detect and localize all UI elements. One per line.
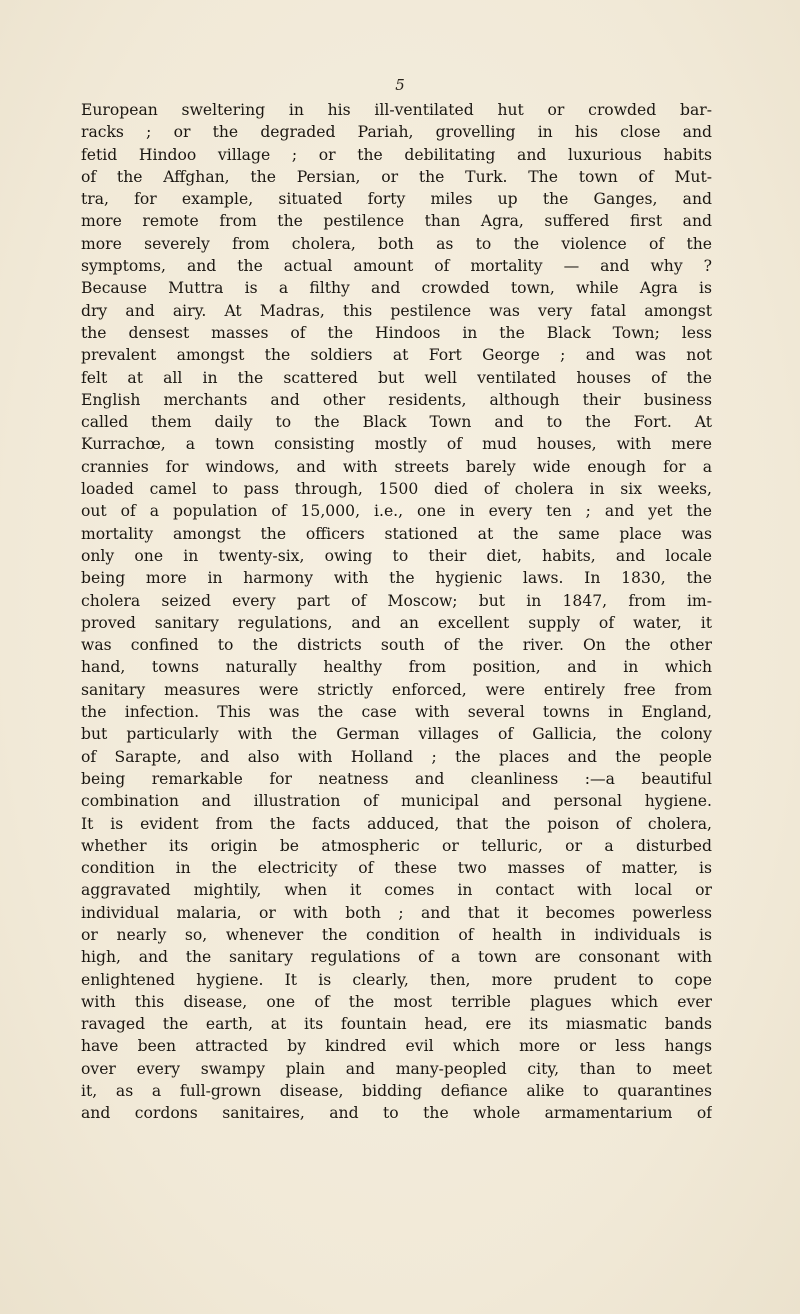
text-line: crannies for windows, and with streets barely wide enough for a — [81, 457, 712, 476]
text-line: dry and airy. At Madras, this pestilence was very fatal amongst — [81, 301, 712, 320]
text-line: European sweltering in his ill-ventilated hut or crowded bar- — [81, 101, 712, 119]
text-line: hand, towns naturally healthy from position, and in which — [81, 658, 712, 677]
text-line: called them daily to the Black Town and to the Fort. At — [81, 413, 712, 432]
text-line: racks ; or the degraded Pariah, grovelling in his close and — [81, 123, 712, 142]
text-line: felt at all in the scattered but well ventilated houses of the — [81, 368, 712, 387]
body-text — [81, 99, 712, 1125]
text-line: proved sanitary regulations, and an excellent supply of water, it — [81, 613, 712, 632]
text-line: fetid Hindoo village ; or the debilitating and luxurious habits — [81, 145, 712, 164]
text-line: out of a population of 15,000, i.e., one in every ten ; and yet the — [81, 502, 712, 521]
text-line: with this disease, one of the most terrible plagues which ever — [81, 992, 712, 1011]
text-line: sanitary measures were strictly enforced, were entirely free from — [81, 680, 712, 699]
text-line: more remote from the pestilence than Agra, suffered first and — [81, 212, 712, 231]
text-line: ravaged the earth, at its fountain head, ere its miasmatic bands — [81, 1015, 712, 1034]
text-line: mortality amongst the officers stationed at the same place was — [81, 524, 712, 543]
text-line: the densest masses of the Hindoos in the Black Town; less — [81, 323, 712, 342]
text-line: enlightened hygiene. It is clearly, then, more prudent to cope — [81, 970, 712, 989]
text-line: tra, for example, situated forty miles up the Ganges, and — [81, 190, 712, 209]
text-line: loaded camel to pass through, 1500 died of cholera in six weeks, — [81, 480, 712, 499]
text-line: prevalent amongst the soldiers at Fort George ; and was not — [81, 346, 712, 365]
text-line: aggravated mightily, when it comes in contact with local or — [81, 881, 712, 900]
text-line: more severely from cholera, both as to the violence of the — [81, 234, 712, 253]
text-line: only one in twenty-six, owing to their diet, habits, and locale — [81, 546, 712, 565]
text-line: over every swampy plain and many-peopled city, than to meet — [81, 1059, 712, 1078]
text-line: being remarkable for neatness and cleanliness :—a beautiful — [81, 769, 712, 788]
text-line: English merchants and other residents, although their business — [81, 390, 712, 409]
page-number: 5 — [395, 76, 405, 94]
text-line: individual malaria, or with both ; and that it becomes powerless — [81, 903, 712, 922]
text-line: condition in the electricity of these two masses of matter, is — [81, 859, 712, 878]
text-line: was confined to the districts south of the river. On the other — [81, 636, 712, 655]
text-line: combination and illustration of municipal and personal hygiene. — [81, 792, 712, 811]
text-line: of the Affghan, the Persian, or the Turk. The town of Mut- — [81, 167, 712, 186]
text-line: but particularly with the German villages of Gallicia, the colony — [81, 725, 712, 744]
text-line: It is evident from the facts adduced, that the poison of cholera, — [81, 814, 712, 833]
text-line: Because Muttra is a filthy and crowded town, while Agra is — [81, 279, 712, 298]
text-line: and cordons sanitaires, and to the whole armamentarium of — [81, 1104, 712, 1123]
text-line: cholera seized every part of Moscow; but in 1847, from im- — [81, 591, 712, 610]
text-line: high, and the sanitary regulations of a town are consonant with — [81, 948, 712, 967]
text-line: whether its origin be atmospheric or telluric, or a disturbed — [81, 836, 712, 855]
text-line: the infection. This was the case with several towns in England, — [81, 703, 712, 722]
text-line: or nearly so, whenever the condition of health in individuals is — [81, 925, 712, 944]
text-line: it, as a full-grown disease, bidding defiance alike to quarantines — [81, 1082, 712, 1101]
text-line: have been attracted by kindred evil which more or less hangs — [81, 1037, 712, 1056]
text-line: Kurrachœ, a town consisting mostly of mud houses, with mere — [81, 435, 712, 454]
text-line: of Sarapte, and also with Holland ; the places and the people — [81, 747, 712, 766]
text-line: symptoms, and the actual amount of mortality — and why ? — [81, 257, 712, 276]
text-line: being more in harmony with the hygienic laws. In 1830, the — [81, 569, 712, 588]
